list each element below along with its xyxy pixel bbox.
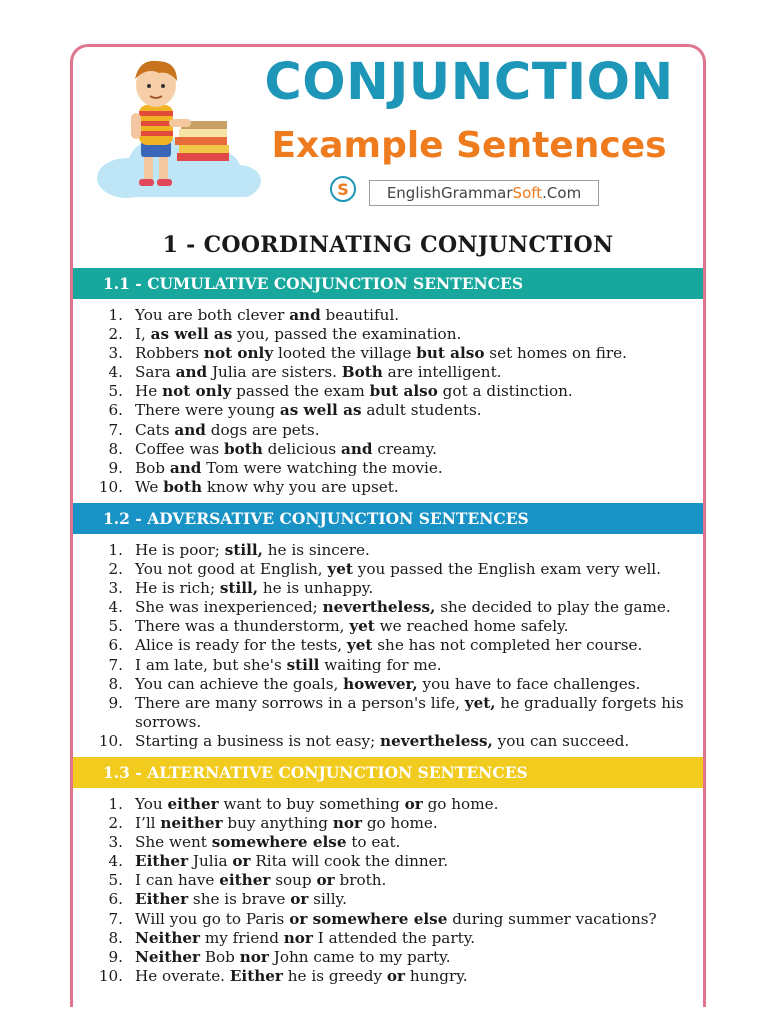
- conjunction-word: nor: [239, 947, 269, 966]
- list-item-number: 3.: [108, 579, 123, 598]
- list-item: [73, 814, 703, 833]
- sentence-text: Robbers: [135, 344, 204, 363]
- conjunction-word: Neither: [135, 947, 201, 966]
- conjunction-word: Either: [229, 966, 283, 985]
- list-item-number: 9.: [108, 458, 123, 477]
- sentence-text: Julia are sisters.: [207, 363, 342, 382]
- list-item: [73, 459, 703, 478]
- conjunction-word: still,: [219, 579, 259, 598]
- conjunction-word: but also: [369, 382, 438, 401]
- sentence-text: set homes on fire.: [484, 344, 627, 363]
- sentence-text: during summer vacations?: [447, 909, 657, 928]
- section-heading-3: 1.3 - ALTERNATIVE CONJUNCTION SENTENCES: [73, 757, 703, 788]
- sentence-text: go home.: [422, 794, 499, 813]
- list-item: [73, 579, 703, 598]
- sentence-text: Sara: [135, 363, 176, 382]
- brand-domain: .Com: [542, 184, 582, 202]
- list-item: [73, 478, 703, 497]
- sentence-text: Alice is ready for the tests,: [135, 636, 347, 655]
- list-item-number: 1.: [108, 540, 123, 559]
- list-item: [73, 833, 703, 852]
- list-item-number: 10.: [98, 731, 123, 750]
- sentence-text: Tom were watching the movie.: [201, 458, 443, 477]
- conjunction-word: Either: [135, 852, 189, 871]
- sentence-text: Coffee was: [135, 439, 225, 458]
- conjunction-word: as well as: [150, 325, 233, 344]
- sentence-text: He is poor;: [135, 540, 225, 559]
- sentence-text: Cats: [135, 420, 175, 439]
- sentence-text: she has not completed her course.: [372, 636, 643, 655]
- conjunction-word: nor: [332, 814, 362, 833]
- list-item-number: 5.: [108, 871, 123, 890]
- conjunction-word: however,: [343, 674, 418, 693]
- list-item: [73, 929, 703, 948]
- list-item-number: 10.: [98, 477, 123, 496]
- list-item-number: 5.: [108, 617, 123, 636]
- sentence-text: we reached home safely.: [374, 617, 569, 636]
- conjunction-word: nor: [283, 928, 313, 947]
- list-item: [73, 656, 703, 675]
- conjunction-word: Both: [341, 363, 383, 382]
- list-item-number: 8.: [108, 674, 123, 693]
- conjunction-word: or: [290, 890, 309, 909]
- sections-container: [73, 268, 703, 992]
- worksheet-card: [70, 44, 706, 1007]
- list-item: [73, 694, 703, 732]
- conjunction-word: either: [167, 794, 219, 813]
- conjunction-word: but also: [416, 344, 485, 363]
- sentence-text: you can succeed.: [492, 731, 630, 750]
- conjunction-word: nevertheless,: [322, 598, 436, 617]
- brand-name-accent: Soft: [512, 184, 543, 202]
- sentence-text: he is greedy: [282, 966, 387, 985]
- list-item: [73, 795, 703, 814]
- sentence-text: There are many sorrows in a person's life,: [135, 693, 465, 712]
- list-item-number: 7.: [108, 655, 123, 674]
- list-item: [73, 401, 703, 420]
- sentence-text: You can achieve the goals,: [135, 674, 344, 693]
- sentence-text: you, passed the examination.: [232, 325, 462, 344]
- conjunction-word: both: [224, 439, 263, 458]
- conjunction-word: not only: [203, 344, 274, 363]
- list-item: [73, 948, 703, 967]
- section-heading-1: 1.1 - CUMULATIVE CONJUNCTION SENTENCES: [73, 268, 703, 299]
- brand-logo-letter: S: [337, 180, 349, 199]
- sentence-text: She was inexperienced;: [135, 598, 323, 617]
- list-item: [73, 617, 703, 636]
- sentence-text: beautiful.: [320, 306, 400, 324]
- section-heading-2: 1.2 - ADVERSATIVE CONJUNCTION SENTENCES: [73, 503, 703, 534]
- header: [73, 47, 703, 229]
- sentence-text: I’ll: [135, 814, 161, 833]
- conjunction-word: Neither: [135, 928, 201, 947]
- list-item-number: 10.: [98, 966, 123, 985]
- list-item-number: 4.: [108, 598, 123, 617]
- boy-with-books-illustration: [89, 53, 264, 203]
- list-item-number: 7.: [108, 420, 123, 439]
- list-item-number: 5.: [108, 382, 123, 401]
- list-item: [73, 967, 703, 986]
- sentence-text: You not good at English,: [135, 560, 328, 579]
- sentence-text: to eat.: [346, 833, 401, 852]
- list-item-number: 2.: [108, 325, 123, 344]
- list-item-number: 7.: [108, 909, 123, 928]
- list-item-number: 2.: [108, 560, 123, 579]
- sentence-text: he is sincere.: [262, 540, 370, 559]
- conjunction-word: yet: [327, 560, 353, 579]
- sentence-text: Rita will cook the dinner.: [250, 852, 449, 871]
- sentence-text: There was a thunderstorm,: [135, 617, 350, 636]
- list-item: [73, 910, 703, 929]
- list-item-number: 6.: [108, 401, 123, 420]
- sentence-text: got a distinction.: [437, 382, 573, 401]
- sentence-text: He overate.: [135, 966, 230, 985]
- sentence-text: There were young: [135, 401, 280, 420]
- list-item-number: 6.: [108, 890, 123, 909]
- conjunction-word: or: [404, 794, 423, 813]
- list-item: [73, 560, 703, 579]
- list-item: [73, 675, 703, 694]
- conjunction-word: or: [232, 852, 251, 871]
- list-item: [73, 871, 703, 890]
- list-item: [73, 440, 703, 459]
- list-item-number: 1.: [108, 794, 123, 813]
- page-title: CONJUNCTION: [264, 53, 674, 112]
- sentence-text: you have to face challenges.: [417, 674, 641, 693]
- sentence-text: buy anything: [222, 814, 333, 833]
- sentence-text: hungry.: [405, 966, 468, 985]
- sentence-text: Will you go to Paris: [135, 909, 290, 928]
- sentence-text: she decided to play the game.: [435, 598, 671, 617]
- list-item: [73, 890, 703, 909]
- brand-link[interactable]: [369, 180, 599, 206]
- sentence-text: silly.: [308, 890, 347, 909]
- list-item-number: 9.: [108, 947, 123, 966]
- sentence-text: she is brave: [188, 890, 291, 909]
- sentence-text: want to buy something: [218, 794, 405, 813]
- page-subtitle: Example Sentences: [271, 125, 667, 166]
- conjunction-word: and: [174, 420, 206, 439]
- sentence-text: are intelligent.: [382, 363, 502, 382]
- sentence-text: I,: [135, 325, 151, 344]
- sentence-text: John came to my party.: [268, 947, 451, 966]
- brand-name: EnglishGrammar: [386, 184, 513, 202]
- conjunction-word: either: [219, 871, 271, 890]
- sentence-list-2: [73, 534, 703, 757]
- sentence-text: adult students.: [361, 401, 482, 420]
- list-item: [73, 732, 703, 751]
- sentence-text: broth.: [334, 871, 387, 890]
- conjunction-word: neither: [160, 814, 223, 833]
- sentence-text: soup: [270, 871, 317, 890]
- list-item: [73, 363, 703, 382]
- conjunction-word: yet: [349, 617, 375, 636]
- section-title: 1 - COORDINATING CONJUNCTION: [162, 232, 614, 258]
- list-item: [73, 344, 703, 363]
- sentence-text: my friend: [200, 928, 284, 947]
- sentence-text: We: [135, 477, 164, 496]
- sentence-text: I attended the party.: [312, 928, 476, 947]
- sentence-text: He is rich;: [135, 579, 220, 598]
- conjunction-word: still: [286, 655, 320, 674]
- list-item-number: 1.: [108, 306, 123, 324]
- conjunction-word: and: [175, 363, 208, 382]
- conjunction-word: yet: [346, 636, 373, 655]
- sentence-text: creamy.: [372, 439, 437, 458]
- sentence-list-1: [73, 299, 703, 503]
- conjunction-word: yet,: [464, 693, 496, 712]
- sentence-text: know why you are upset.: [202, 477, 399, 496]
- list-item-number: 4.: [108, 363, 123, 382]
- list-item-number: 8.: [108, 928, 123, 947]
- sentence-text: go home.: [362, 814, 438, 833]
- conjunction-word: both: [163, 477, 202, 496]
- conjunction-word: or somewhere else: [289, 909, 448, 928]
- sentence-text: Julia: [188, 852, 233, 871]
- sentence-text: waiting for me.: [319, 655, 442, 674]
- list-item: [73, 598, 703, 617]
- sentence-text: She went: [135, 833, 212, 852]
- list-item-number: 2.: [108, 814, 123, 833]
- sentence-text: He: [135, 382, 163, 401]
- brand-logo-icon: [327, 175, 359, 209]
- list-item-number: 8.: [108, 439, 123, 458]
- sentence-text: Starting a business is not easy;: [135, 731, 381, 750]
- sentence-text: dogs are pets.: [205, 420, 320, 439]
- sentence-text: I am late, but she's: [135, 655, 287, 674]
- sentence-text: delicious: [262, 439, 342, 458]
- conjunction-word: or: [386, 966, 406, 985]
- conjunction-word: somewhere else: [211, 833, 347, 852]
- conjunction-word: and: [289, 306, 321, 324]
- sentence-list-3: [73, 788, 703, 992]
- list-item: [73, 636, 703, 655]
- sentence-text: I can have: [135, 871, 220, 890]
- list-item-number: 4.: [108, 852, 123, 871]
- list-item-number: 3.: [108, 833, 123, 852]
- sentence-text: You are both clever: [135, 306, 290, 324]
- sentence-text: he gradually forgets his sorrows.: [135, 693, 684, 731]
- conjunction-word: or: [316, 871, 335, 890]
- list-item-number: 6.: [108, 636, 123, 655]
- sentence-text: passed the exam: [231, 382, 370, 401]
- conjunction-word: and: [169, 458, 202, 477]
- conjunction-word: and: [341, 439, 373, 458]
- conjunction-word: Either: [135, 890, 189, 909]
- list-item: [73, 382, 703, 401]
- list-item-number: 3.: [108, 344, 123, 363]
- list-item: [73, 421, 703, 440]
- list-item: [73, 325, 703, 344]
- conjunction-word: as well as: [279, 401, 362, 420]
- sentence-text: looted the village: [273, 344, 417, 363]
- sentence-text: Bob: [200, 947, 240, 966]
- list-item: [73, 852, 703, 871]
- conjunction-word: still,: [224, 540, 263, 559]
- list-item: [73, 306, 703, 325]
- conjunction-word: not only: [162, 382, 232, 401]
- sentence-text: you passed the English exam very well.: [352, 560, 661, 579]
- sentence-text: he is unhappy.: [258, 579, 374, 598]
- list-item: [73, 541, 703, 560]
- conjunction-word: nevertheless,: [380, 731, 493, 750]
- sentence-text: Bob: [135, 458, 170, 477]
- list-item-number: 9.: [108, 693, 123, 712]
- sentence-text: You: [135, 794, 168, 813]
